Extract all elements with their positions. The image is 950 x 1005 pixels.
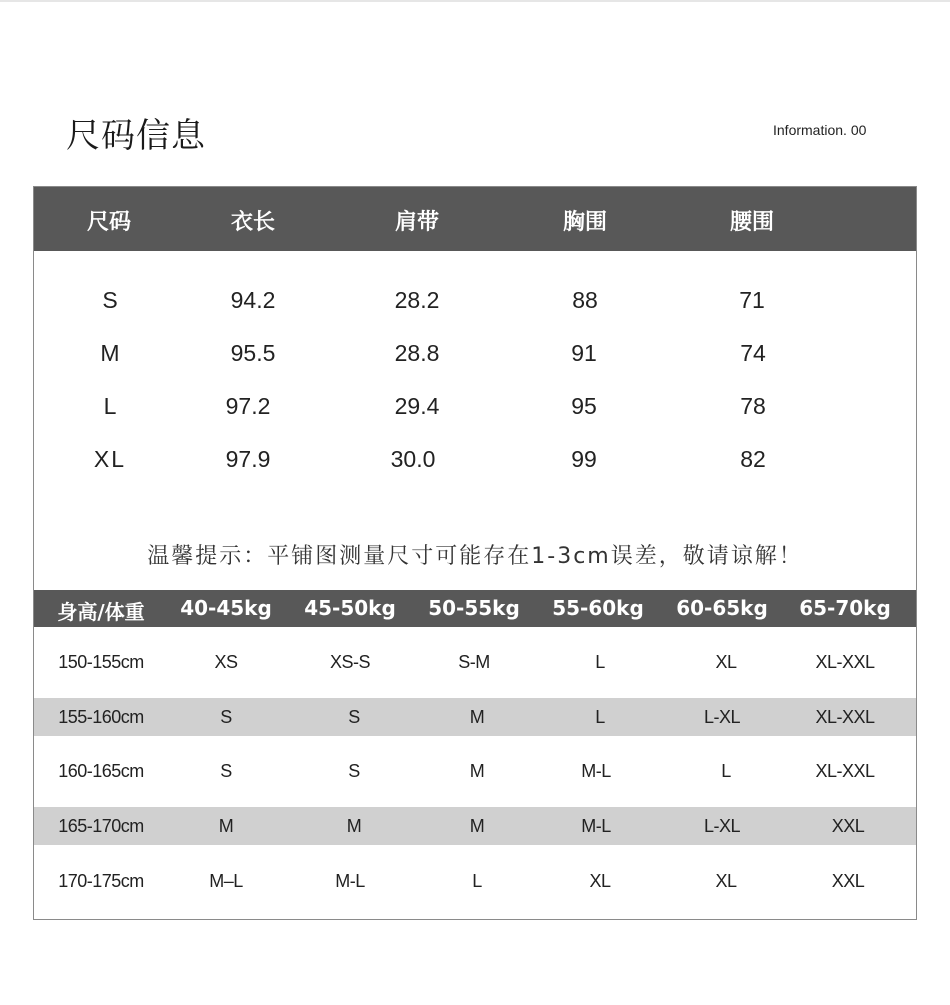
cell-shoulder: 28.2 (394, 287, 440, 313)
cell-shoulder: 28.8 (394, 340, 440, 366)
cell-shoulder: 29.4 (394, 393, 440, 419)
cell-bust: 88 (572, 287, 598, 313)
cell-fit: XL-XXL (815, 761, 875, 781)
cell-fit: L-XL (703, 816, 741, 836)
cell-waist: 82 (740, 446, 766, 472)
table-row (34, 627, 916, 698)
cell-waist: 78 (740, 393, 766, 419)
page-title: 尺码信息 (66, 116, 206, 156)
size-table-header (34, 187, 916, 251)
cell-fit: XL-XXL (815, 652, 875, 672)
cell-fit: XXL (831, 816, 865, 836)
cell-size: L (103, 393, 117, 419)
cell-shoulder: 30.0 (390, 446, 436, 472)
cell-fit: S (348, 761, 360, 781)
cell-fit: M (346, 816, 362, 836)
cell-fit: XS (214, 652, 238, 672)
cell-height: 170-175cm (58, 871, 144, 891)
table-row (34, 736, 916, 807)
cell-length: 95.5 (230, 340, 276, 366)
header-weight-55-60: 55-60kg (552, 596, 644, 620)
fit-table-header (34, 590, 916, 627)
header-weight-40-45: 40-45kg (180, 596, 272, 620)
cell-fit: L (595, 707, 605, 727)
cell-height: 155-160cm (58, 707, 144, 727)
cell-waist: 71 (739, 287, 765, 313)
cell-fit: M-L (581, 816, 611, 836)
cell-height: 165-170cm (58, 816, 144, 836)
cell-fit: S (220, 707, 232, 727)
cell-fit: M–L (209, 871, 243, 891)
cell-fit: L-XL (703, 707, 741, 727)
header-size: 尺码 (86, 210, 132, 235)
cell-bust: 95 (571, 393, 597, 419)
cell-waist: 74 (740, 340, 766, 366)
page-subtitle: Information. 00 (773, 122, 867, 138)
cell-fit: M-L (335, 871, 365, 891)
cell-fit: S-M (458, 652, 490, 672)
cell-fit: XL (715, 871, 737, 891)
cell-size: S (102, 287, 118, 313)
cell-fit: XL (589, 871, 611, 891)
table-row (34, 845, 916, 919)
cell-size: M (100, 340, 120, 366)
header-weight-60-65: 60-65kg (676, 596, 768, 620)
cell-fit: XS-S (329, 652, 371, 672)
header-weight-50-55: 50-55kg (428, 596, 520, 620)
cell-length: 97.2 (225, 393, 271, 419)
cell-fit: M (469, 707, 485, 727)
cell-fit: M-L (581, 761, 611, 781)
header-shoulder-strap: 肩带 (394, 210, 440, 235)
cell-fit: XL (715, 652, 737, 672)
table-row (34, 698, 916, 736)
header-weight-65-70: 65-70kg (799, 596, 891, 620)
header-bust: 胸围 (562, 210, 608, 235)
table-row (34, 807, 916, 845)
cell-bust: 91 (571, 340, 597, 366)
measurement-tip: 温馨提示：平铺图测量尺寸可能存在1-3cm误差，敬请谅解！ (147, 544, 803, 569)
cell-fit: L (472, 871, 482, 891)
header-weight-45-50: 45-50kg (304, 596, 396, 620)
fit-table (33, 590, 917, 920)
cell-fit: M (469, 816, 485, 836)
header-waist: 腰围 (729, 210, 775, 235)
cell-fit: S (220, 761, 232, 781)
cell-fit: S (348, 707, 360, 727)
cell-fit: XL-XXL (815, 707, 875, 727)
cell-fit: M (218, 816, 234, 836)
cell-bust: 99 (571, 446, 597, 472)
cell-length: 94.2 (230, 287, 276, 313)
cell-height: 150-155cm (58, 652, 144, 672)
cell-length: 97.9 (225, 446, 271, 472)
cell-fit: XXL (831, 871, 865, 891)
cell-height: 160-165cm (58, 761, 144, 781)
header-height-weight: 身高/体重 (57, 600, 145, 624)
cell-size: XL (93, 446, 127, 472)
cell-fit: L (721, 761, 731, 781)
header-length: 衣长 (230, 210, 276, 235)
top-divider (0, 0, 950, 2)
size-table (33, 186, 917, 591)
cell-fit: M (469, 761, 485, 781)
cell-fit: L (595, 652, 605, 672)
